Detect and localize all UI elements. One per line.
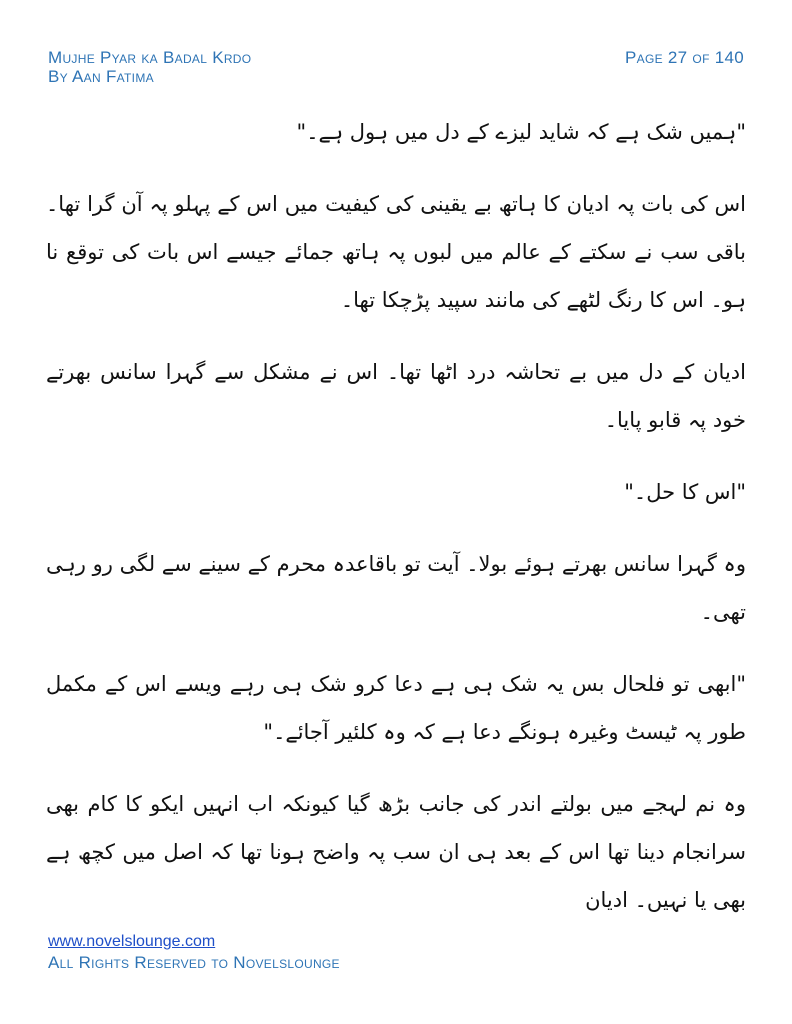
website-link[interactable]: www.novelslounge.com (48, 933, 216, 950)
story-text (46, 108, 746, 948)
paragraph-4: "اس کا حل۔" (624, 480, 746, 504)
rights-notice: All Rights Reserved to Novelslounge (48, 953, 340, 972)
paragraph-3: ادیان کے دل میں بے تحاشہ درد اٹھا تھا۔ اس نے مشکل سے گہرا سانس بھرتے خود پہ قابو پایا۔ (46, 360, 746, 432)
header-title-line (48, 48, 744, 67)
paragraph-5: وہ گہرا سانس بھرتے ہوئے بولا۔ آیت تو باقاعدہ محرم کے سینے سے لگی رو رہی تھی۔ (46, 552, 746, 624)
paragraph-6: "ابھی تو فلحال بس یہ شک ہی ہے دعا کرو شک ہی رہے ویسے اس کے مکمل طور پہ ٹیسٹ وغیرہ ہونگے دعا ہے کہ وہ کلئیر آجائے۔" (46, 672, 746, 744)
novel-title: Mujhe Pyar ka Badal Krdo (48, 48, 252, 67)
paragraph-2: اس کی بات پہ ادیان کا ہاتھ بے یقینی کی کیفیت میں اس کے پہلو پہ آن گرا تھا۔ باقی سب نے سکتے کے عالم میں لبوں پہ ہاتھ جمائے جیسے اس بات کی توقع نا ہو۔ اس کا رنگ لٹھے کی مانند سپید پڑچکا تھا۔ (46, 192, 746, 312)
page-footer (48, 932, 340, 974)
page-number: Page 27 of 140 (625, 48, 744, 67)
author-name: By Aan Fatima (48, 67, 154, 86)
paragraph-7: وہ نم لہجے میں بولتے اندر کی جانب بڑھ گیا کیونکہ اب انہیں ایکو کا کام بھی سرانجام دینا تھا اس کے بعد ہی ان سب پہ واضح ہونا تھا کہ اصل میں کچھ ہے بھی یا نہیں۔ ادیان (46, 792, 746, 912)
paragraph-1: "ہمیں شک ہے کہ شاید لیزے کے دل میں ہول ہے۔" (296, 120, 746, 144)
page-header (48, 48, 744, 86)
